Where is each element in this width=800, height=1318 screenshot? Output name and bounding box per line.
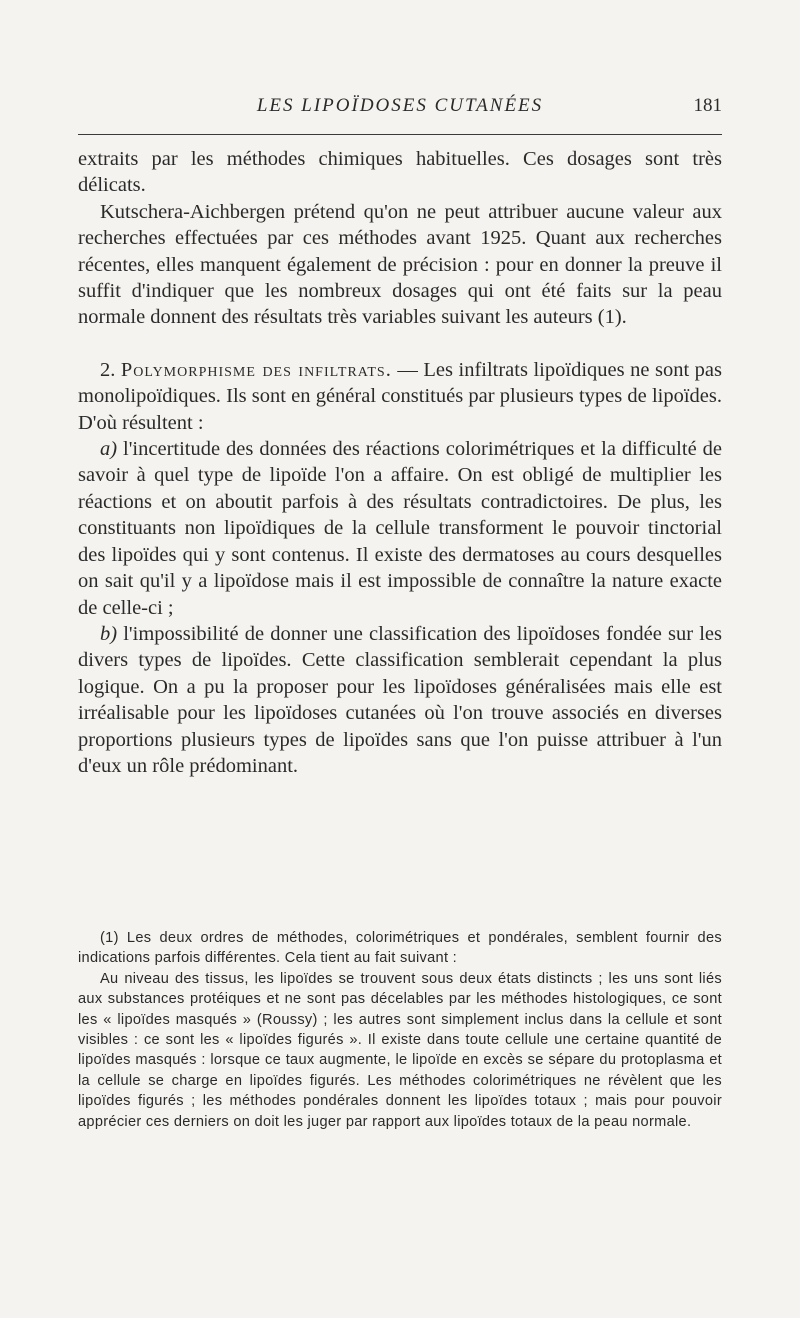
- footnote-1: (1) Les deux ordres de méthodes, colorimétriques et pondérales, semblent fournir des indications parfois différentes. Cela tient au fait suivant :: [78, 930, 722, 967]
- page-number: 181: [693, 95, 722, 116]
- paragraph-1: extraits par les méthodes chimiques habituelles. Ces dosages sont très délicats.: [78, 148, 722, 197]
- section-number: 2.: [100, 358, 116, 381]
- list-marker-a: a): [100, 438, 118, 461]
- paragraph-2: Kutschera-Aichbergen prétend qu'on ne peut attribuer aucune valeur aux recherches effectuées par ces méthodes avant 1925. Quant aux recherches récentes, elles manquent également de précision : pour en donner la preuve il suffit d'indiquer que les nombreux dosages qui ont été faits sur la peau normale donnent des résultats très variables suivant les auteurs (1).: [78, 200, 722, 329]
- header-rule: [78, 134, 722, 135]
- running-title: LES LIPOÏDOSES CUTANÉES: [256, 95, 544, 116]
- section-paragraph: [78, 357, 722, 436]
- footnote-1-continued: Au niveau des tissus, les lipoïdes se trouvent sous deux états distincts ; les uns sont liés aux substances protéiques et ne sont pas décelables par les méthodes histologiques, ce sont les « lipoïdes masqués » (Roussy) ; les autres sont simplement inclus dans la cellule et sont visibles : ce sont les « lipoïdes figurés ». Il existe dans toute cellule une certaine quantité de lipoïdes masqués : lorsque ce taux augmente, le lipoïde en excès se sépare du protoplasma et la cellule se charge en lipoïdes figurés. Les méthodes colorimétriques ne révèlent que les lipoïdes figurés ; les méthodes pondérales donnent les lipoïdes totaux ; mais pour pouvoir apprécier ces derniers on doit les juger par rapport aux lipoïdes totaux de la peau normale.: [78, 970, 722, 1130]
- list-item-b: [78, 621, 722, 779]
- list-item-a: [78, 436, 722, 621]
- main-text: [78, 146, 722, 779]
- section-text: — Les infiltrats lipoïdiques ne sont pas monolipoïdiques. Ils sont en général constitués par plusieurs types de lipoïdes. D'où résultent :: [78, 358, 723, 434]
- list-text-a: l'incertitude des données des réactions colorimétriques et la difficulté de savoir à quel type de lipoïde l'on a affaire. On est obligé de multiplier les réactions et on aboutit parfois à des résultats contradictoires. De plus, les constituants non lipoïdiques de la cellule transforment le pouvoir tinctorial des lipoïdes qui y sont contenus. Il existe des dermatoses au cours desquelles on sait qu'il y a lipoïdose mais il est impossible de connaître la nature exacte de celle-ci ;: [78, 438, 722, 619]
- list-marker-b: b): [100, 622, 118, 645]
- footnotes: [78, 928, 722, 1132]
- page-header: [78, 95, 722, 125]
- list-text-b: l'impossibilité de donner une classification des lipoïdoses fondée sur les divers types de lipoïdes. Cette classification semblerait cependant la plus logique. On a pu la proposer pour les lipoïdoses généralisées mais elle est irréalisable pour les lipoïdoses cutanées où l'on trouve associés en diverses proportions plusieurs types de lipoïdes sans que l'on puisse attribuer à l'un d'eux un rôle prédominant.: [78, 622, 722, 777]
- section-title: Polymorphisme des infiltrats.: [120, 358, 392, 381]
